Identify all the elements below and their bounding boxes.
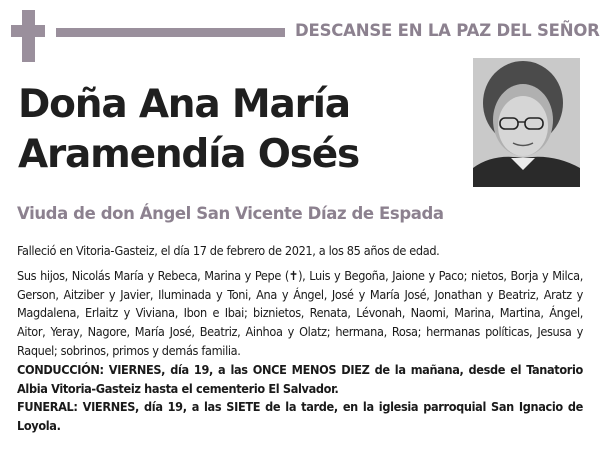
- portrait-image: [473, 58, 580, 187]
- header-divider: [56, 28, 285, 37]
- deceased-cross-icon: ✝: [288, 267, 299, 283]
- obituary-body: [17, 242, 583, 436]
- name-line-1: Doña Ana María: [18, 82, 350, 127]
- deceased-name: [18, 80, 468, 180]
- funeral-notice: FUNERAL: VIERNES, día 19, a las SIETE de la tarde, en la iglesia parroquial San Ignacio de Loyola.: [17, 399, 583, 434]
- death-notice-line: Falleció en Vitoria-Gasteiz, el día 17 de febrero de 2021, a los 85 años de edad.: [17, 243, 440, 258]
- family-list: Sus hijos, Nicolás María y Rebeca, Marina y Pepe (✝), Luis y Begoña, Jaione y Paco; nietos, Borja y Milca, Gerson, Aitziber y Javier, Iluminada y Toni, Ana y Ángel, José y María José, Jonathan y Beatriz, Aratz y Magdalena, Erlaitz y Viviana, Ibon e Ibai; biznietos, Renata, Lévonah, Naomi, Marina, Martina, Ángel, Aitor, Yeray, Nagore, María José, Beatriz, Ainhoa y Olatz; hermana, Rosa; hermanas políticas, Jesusa y Raquel; sobrinos, primos y demás familia.: [17, 267, 584, 358]
- name-line-2: Aramendía Osés: [18, 132, 359, 177]
- portrait-photo: [473, 58, 580, 187]
- conduccion-notice: CONDUCCIÓN: VIERNES, día 19, a las ONCE MENOS DIEZ de la mañana, desde el Tanatorio Albia Vitoria-Gasteiz hasta el cementerio El Salvador.: [17, 361, 583, 396]
- widow-subtitle: Viuda de don Ángel San Vicente Díaz de Espada: [17, 204, 444, 223]
- header-title: DESCANSE EN LA PAZ DEL SEÑOR: [295, 21, 600, 40]
- cross-icon: [11, 10, 45, 62]
